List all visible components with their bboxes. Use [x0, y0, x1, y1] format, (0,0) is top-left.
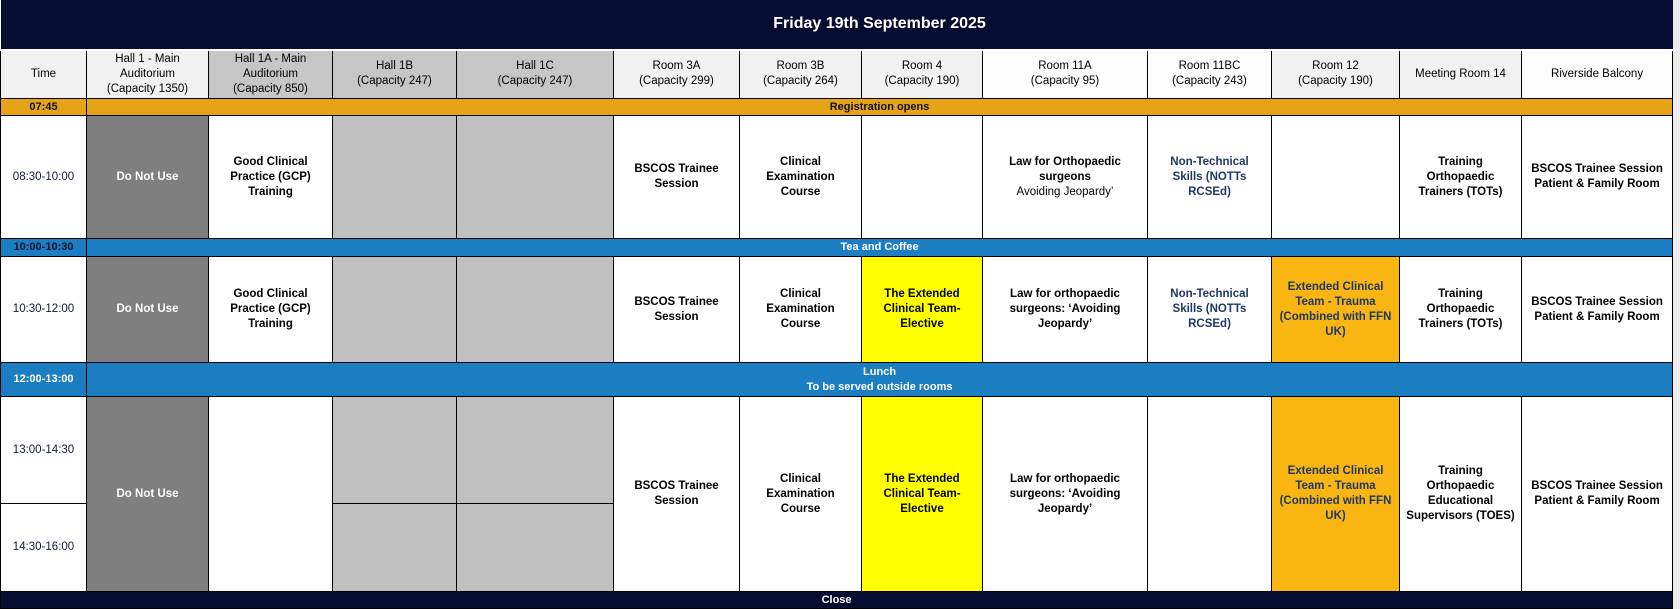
cell-1030-room11bc[interactable]: Non-Technical Skills (NOTTs RCSEd) — [1148, 257, 1272, 363]
col-header-hall1[interactable] — [87, 50, 209, 98]
session-line1: BSCOS Trainee Session — [1531, 163, 1663, 176]
cell-0830-hall1a[interactable]: Good Clinical Practice (GCP) Training — [209, 116, 333, 239]
cell-1030-room12[interactable]: Extended Clinical Team - Trauma (Combined with FFN UK) — [1272, 257, 1400, 363]
col-header-label: Meeting Room 14 — [1415, 67, 1506, 80]
col-header-label: Room 4 — [901, 60, 943, 73]
tea-row — [1, 239, 1673, 257]
col-header-room12[interactable] — [1272, 50, 1400, 98]
cell-1030-meeting14[interactable]: Training Orthopaedic Trainers (TOTs) — [1400, 257, 1522, 363]
cell-0830-hall1c[interactable] — [457, 116, 614, 239]
cell-0830-room12[interactable] — [1272, 116, 1400, 239]
cell-1300-room12[interactable]: Extended Clinical Team - Trauma (Combined with FFN UK) — [1272, 397, 1400, 592]
session-title: Law for Orthopaedic surgeons — [1009, 155, 1121, 183]
cell-lunch-time[interactable]: 12:00-13:00 — [1, 363, 87, 397]
col-header-label: Riverside Balcony — [1551, 67, 1644, 80]
col-header-room4[interactable] — [862, 50, 983, 98]
cell-1300-hall1c[interactable] — [457, 397, 614, 504]
session-subtitle: Avoiding Jeopardy’ — [1016, 185, 1114, 198]
col-header-hall1c[interactable] — [457, 50, 614, 98]
col-header-room11a[interactable] — [983, 50, 1148, 98]
col-header-label: Hall 1B — [375, 60, 414, 73]
col-header-label: Room 12 — [1312, 60, 1359, 73]
col-header-capacity: (Capacity 264) — [763, 75, 838, 88]
col-header-capacity: (Capacity 190) — [884, 75, 960, 88]
col-header-room11bc[interactable] — [1148, 50, 1272, 98]
cell-1430-time[interactable]: 14:30-16:00 — [1, 504, 87, 592]
lunch-line2: To be served outside rooms — [806, 380, 953, 393]
cell-registration-time[interactable]: 07:45 — [1, 98, 87, 115]
col-header-label: Hall 1C — [516, 60, 554, 73]
session-line2: Patient & Family Room — [1534, 495, 1660, 508]
col-header-riverside[interactable] — [1522, 50, 1673, 98]
col-header-label: Hall 1A - Main Auditorium — [234, 53, 307, 80]
cell-1300-room4[interactable]: The Extended Clinical Team- Elective — [862, 397, 983, 592]
cell-0830-riverside[interactable] — [1522, 116, 1673, 239]
cell-1300-room3b[interactable]: Clinical Examination Course — [740, 397, 862, 592]
column-header-row — [1, 50, 1673, 98]
session-row-1300 — [1, 397, 1673, 504]
cell-1030-time[interactable]: 10:30-12:00 — [1, 257, 87, 363]
col-header-capacity: (Capacity 247) — [497, 75, 573, 88]
session-line2: Patient & Family Room — [1534, 310, 1660, 323]
col-header-label: Hall 1 - Main Auditorium — [115, 53, 180, 80]
col-header-room3b[interactable] — [740, 50, 862, 98]
cell-1030-room11a[interactable]: Law for orthopaedic surgeons: ‘Avoiding Jeopardy’ — [983, 257, 1148, 363]
cell-1300-room3a[interactable]: BSCOS Trainee Session — [614, 397, 740, 592]
cell-lunch-label[interactable] — [87, 363, 1673, 397]
cell-0830-time[interactable]: 08:30-10:00 — [1, 116, 87, 239]
cell-0830-hall1[interactable]: Do Not Use — [87, 116, 209, 239]
cell-tea-time[interactable]: 10:00-10:30 — [1, 239, 87, 257]
session-line1: BSCOS Trainee Session — [1531, 295, 1663, 308]
cell-1300-meeting14[interactable]: Training Orthopaedic Educational Supervisors (TOES) — [1400, 397, 1522, 592]
cell-0830-meeting14[interactable]: Training Orthopaedic Trainers (TOTs) — [1400, 116, 1522, 239]
col-header-meeting14[interactable] — [1400, 50, 1522, 98]
cell-1030-riverside[interactable] — [1522, 257, 1673, 363]
col-header-capacity: (Capacity 1350) — [106, 82, 189, 95]
session-line1: BSCOS Trainee Session — [1531, 480, 1663, 493]
col-header-capacity: (Capacity 190) — [1298, 75, 1373, 88]
col-header-capacity: (Capacity 247) — [357, 75, 432, 88]
col-header-capacity: (Capacity 95) — [1030, 75, 1100, 88]
col-header-capacity: (Capacity 243) — [1172, 75, 1247, 88]
col-header-label: Time — [30, 67, 57, 80]
lunch-line1: Lunch — [863, 366, 897, 379]
cell-1430-hall1c[interactable] — [457, 504, 614, 592]
title-spacer-cell — [1, 0, 87, 50]
cell-1300-riverside[interactable] — [1522, 397, 1673, 592]
cell-1030-hall1[interactable]: Do Not Use — [87, 257, 209, 363]
cell-0830-room3b[interactable]: Clinical Examination Course — [740, 116, 862, 239]
cell-tea-label[interactable]: Tea and Coffee — [87, 239, 1673, 257]
cell-1030-room3b[interactable]: Clinical Examination Course — [740, 257, 862, 363]
col-header-capacity: (Capacity 850) — [233, 82, 308, 95]
cell-1030-hall1a[interactable]: Good Clinical Practice (GCP) Training — [209, 257, 333, 363]
cell-1030-room3a[interactable]: BSCOS Trainee Session — [614, 257, 740, 363]
cell-0830-room3a[interactable]: BSCOS Trainee Session — [614, 116, 740, 239]
close-row — [1, 592, 1673, 609]
col-header-label: Room 3A — [652, 60, 701, 73]
cell-1300-time[interactable]: 13:00-14:30 — [1, 397, 87, 504]
cell-1300-hall1[interactable]: Do Not Use — [87, 397, 209, 592]
cell-1030-room4[interactable]: The Extended Clinical Team- Elective — [862, 257, 983, 363]
cell-0830-room11bc[interactable]: Non-Technical Skills (NOTTs RCSEd) — [1148, 116, 1272, 239]
cell-1430-hall1b[interactable] — [333, 504, 457, 592]
col-header-hall1b[interactable] — [333, 50, 457, 98]
page-title: Friday 19th September 2025 — [87, 0, 1673, 50]
lunch-row — [1, 363, 1673, 397]
registration-row — [1, 98, 1673, 115]
title-row — [1, 0, 1673, 50]
cell-1300-hall1b[interactable] — [333, 397, 457, 504]
cell-registration-label[interactable]: Registration opens — [87, 98, 1673, 115]
col-header-time[interactable] — [1, 50, 87, 98]
cell-0830-room4[interactable] — [862, 116, 983, 239]
col-header-label: Room 11A — [1038, 60, 1092, 73]
col-header-label: Room 3B — [776, 60, 825, 73]
session-row-1030 — [1, 257, 1673, 363]
col-header-label: Room 11BC — [1178, 60, 1241, 73]
cell-1300-hall1a[interactable] — [209, 397, 333, 592]
session-row-0830 — [1, 116, 1673, 239]
col-header-capacity: (Capacity 299) — [639, 75, 714, 88]
cell-1030-hall1c[interactable] — [457, 257, 614, 363]
session-line2: Patient & Family Room — [1534, 178, 1660, 191]
cell-0830-room11a[interactable] — [983, 116, 1148, 239]
col-header-hall1a[interactable] — [209, 50, 333, 98]
cell-1030-hall1b[interactable] — [333, 257, 457, 363]
cell-1300-room11a[interactable]: Law for orthopaedic surgeons: ‘Avoiding Jeopardy’ — [983, 397, 1148, 592]
cell-1300-room11bc[interactable] — [1148, 397, 1272, 592]
cell-close-label[interactable]: Close — [1, 592, 1673, 609]
cell-0830-hall1b[interactable] — [333, 116, 457, 239]
col-header-room3a[interactable] — [614, 50, 740, 98]
